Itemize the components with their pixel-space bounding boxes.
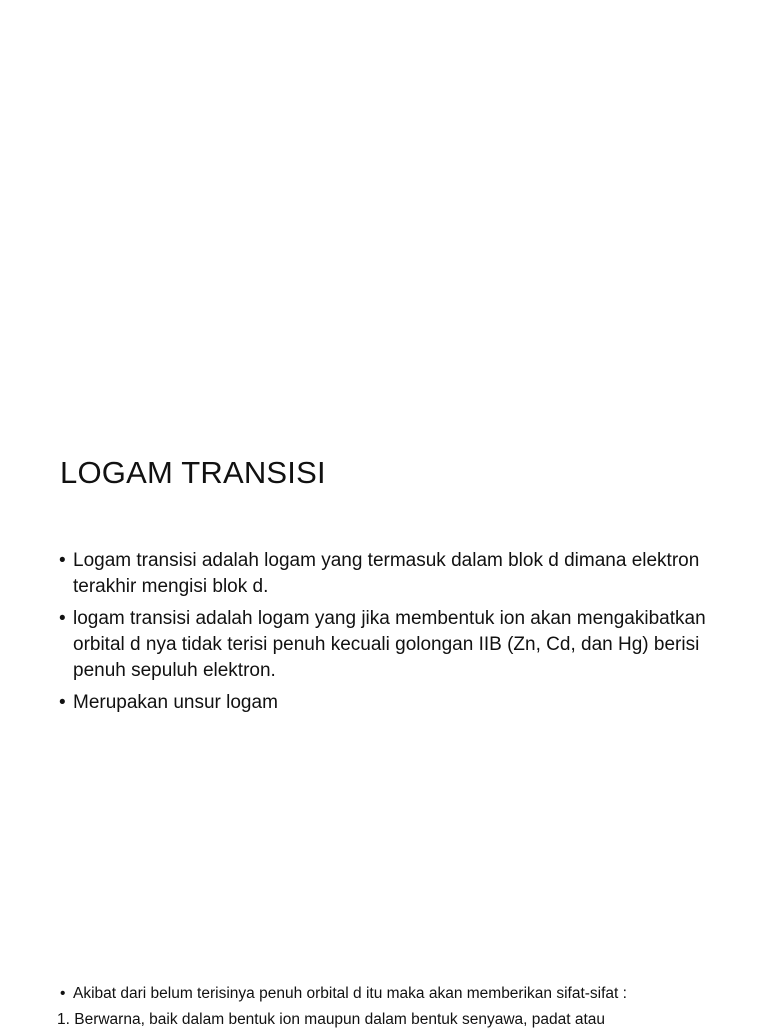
next-slide-bullet: [60, 982, 760, 1006]
bullet-dot: •: [60, 985, 66, 1002]
bullet-item-3: [59, 690, 719, 716]
bullet-dot: •: [59, 692, 66, 713]
next-slide-preview: [57, 982, 760, 1028]
next-slide-item-1: 1. Berwarna, baik dalam bentuk ion maupun dalam bentuk senyawa, padat atau: [57, 1011, 606, 1028]
bullet-item-2: [59, 606, 719, 684]
bullet-list: [59, 548, 719, 722]
bullet-text: Logam transisi adalah logam yang termasuk dalam blok d dimana elektron terakhir mengisi blok d.: [73, 550, 700, 597]
next-slide-bullet-text: Akibat dari belum terisinya penuh orbital d itu maka akan memberikan sifat-sifat :: [73, 985, 627, 1002]
bullet-dot: •: [59, 608, 66, 629]
slide-title: LOGAM TRANSISI: [60, 455, 326, 490]
bullet-text: Merupakan unsur logam: [73, 692, 278, 713]
bullet-item-1: [59, 548, 719, 600]
bullet-dot: •: [59, 550, 66, 571]
bullet-text: logam transisi adalah logam yang jika membentuk ion akan mengakibatkan orbital d nya tidak terisi penuh kecuali golongan IIB (Zn, Cd, dan Hg) berisi penuh sepuluh elektron.: [73, 608, 706, 681]
